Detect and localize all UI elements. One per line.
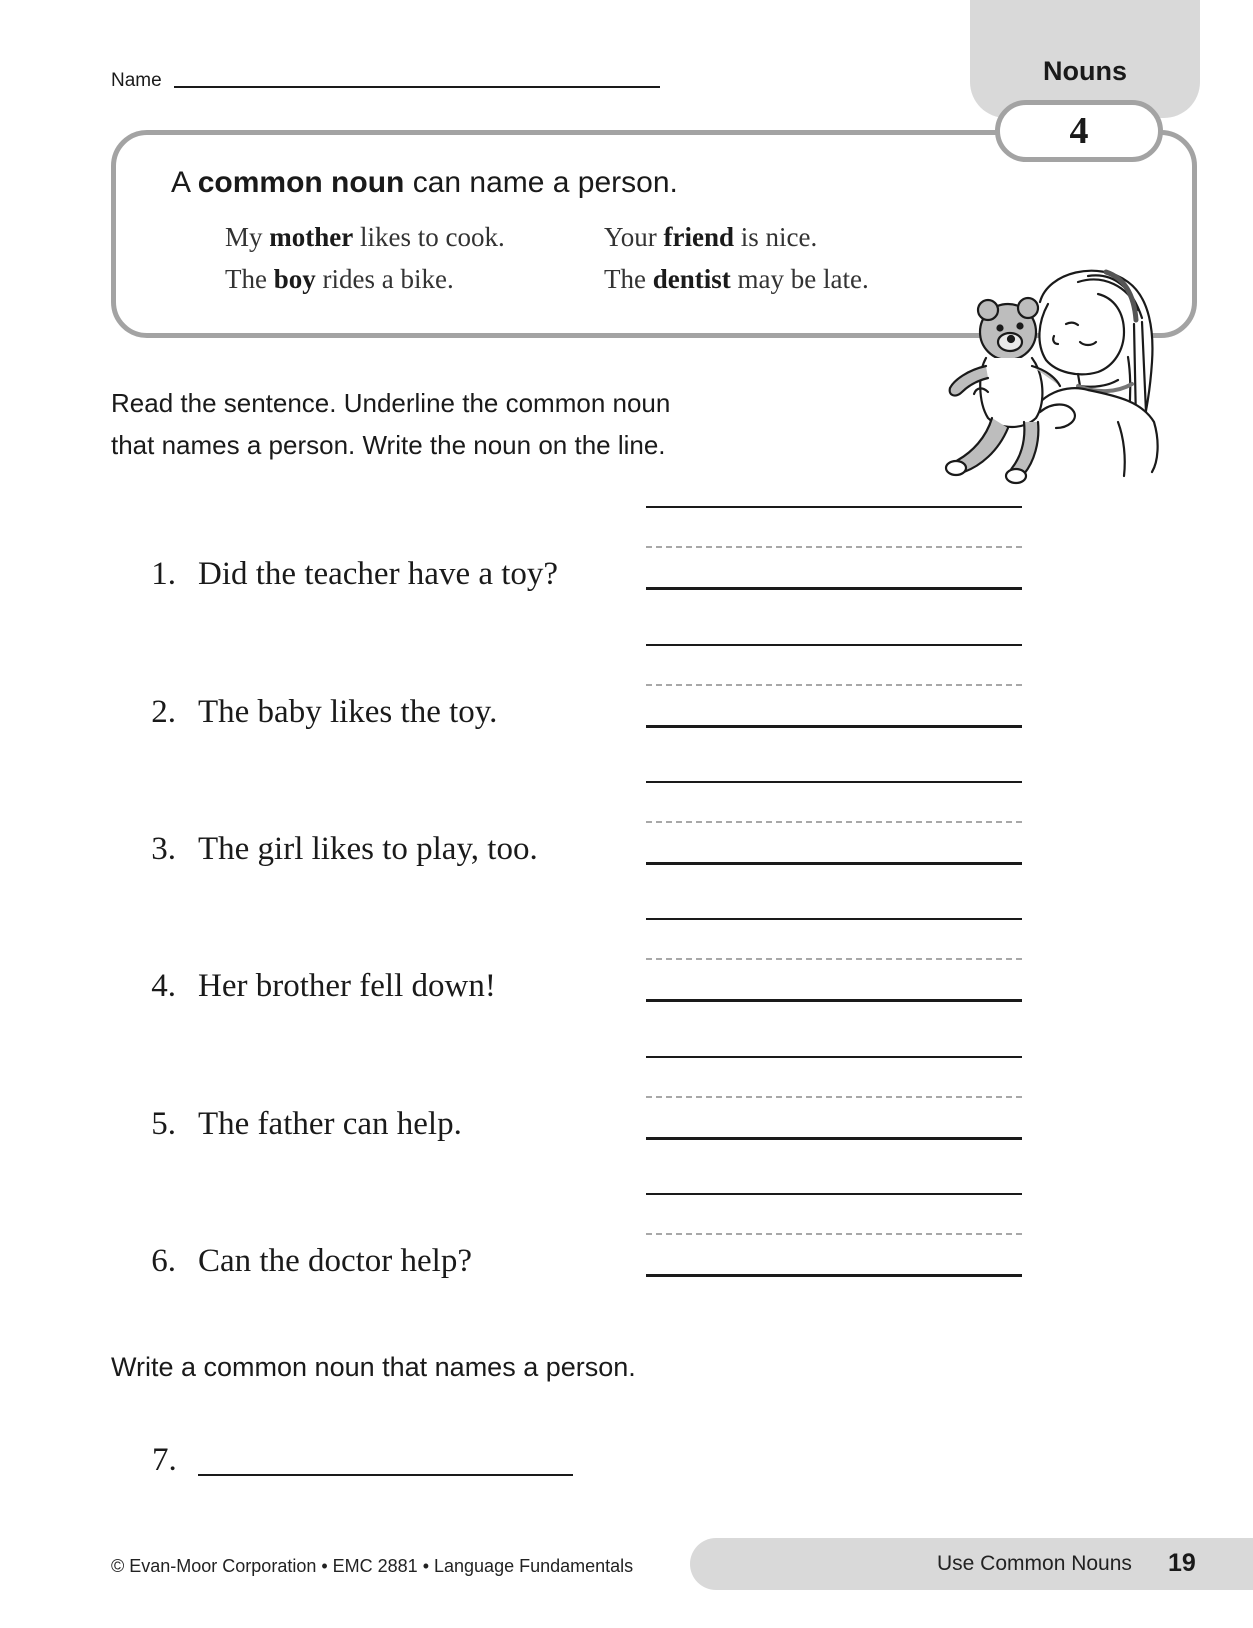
writing-line-top	[646, 644, 1022, 646]
item-number: 5.	[151, 1106, 176, 1142]
writing-line-midline	[646, 958, 1022, 960]
writing-line-midline	[646, 821, 1022, 823]
answer-line[interactable]	[646, 999, 1022, 1002]
item-number: 7.	[152, 1442, 177, 1478]
item-number: 1.	[151, 556, 176, 592]
item-sentence: Can the doctor help?	[198, 1243, 472, 1279]
page-number: 19	[1168, 1549, 1196, 1577]
writing-line-top	[646, 781, 1022, 783]
item-sentence: The father can help.	[198, 1106, 462, 1142]
example-sentence: The dentist may be late.	[604, 264, 869, 294]
writing-line-midline	[646, 1233, 1022, 1235]
girl-with-teddy-bear-illustration	[928, 262, 1178, 492]
name-line[interactable]	[174, 86, 660, 88]
footer-skill: Use Common Nouns	[937, 1552, 1132, 1575]
item-number: 2.	[151, 694, 176, 730]
answer-line[interactable]	[646, 725, 1022, 728]
name-label: Name	[111, 70, 162, 91]
answer-line[interactable]	[646, 587, 1022, 590]
example-sentence: The boy rides a bike.	[225, 264, 454, 294]
lesson-number: 4	[995, 100, 1163, 162]
answer-line[interactable]	[646, 1137, 1022, 1140]
rule-statement: A common noun can name a person.	[171, 166, 678, 199]
writing-line-top	[646, 506, 1022, 508]
writing-line-midline	[646, 546, 1022, 548]
writing-line-top	[646, 1056, 1022, 1058]
answer-line[interactable]	[646, 1274, 1022, 1277]
footer-credit: © Evan-Moor Corporation • EMC 2881 • Language Fundamentals	[111, 1556, 634, 1576]
section-title: Nouns	[1043, 56, 1127, 86]
item-number: 6.	[151, 1243, 176, 1279]
answer-line[interactable]	[198, 1474, 573, 1476]
instructions: Read the sentence. Underline the common noun that names a person. Write the noun on the line.	[111, 388, 671, 460]
write-prompt: Write a common noun that names a person.	[111, 1352, 636, 1382]
item-number: 3.	[151, 831, 176, 867]
writing-line-top	[646, 1193, 1022, 1195]
item-number: 4.	[151, 968, 176, 1004]
writing-line-top	[646, 918, 1022, 920]
item-sentence: The girl likes to play, too.	[198, 831, 538, 867]
item-sentence: The baby likes the toy.	[198, 694, 498, 730]
answer-line[interactable]	[646, 862, 1022, 865]
item-sentence: Her brother fell down!	[198, 968, 496, 1004]
writing-line-midline	[646, 1096, 1022, 1098]
example-sentence: Your friend is nice.	[604, 222, 818, 252]
item-sentence: Did the teacher have a toy?	[198, 556, 559, 592]
example-sentence: My mother likes to cook.	[225, 222, 505, 252]
writing-line-midline	[646, 684, 1022, 686]
